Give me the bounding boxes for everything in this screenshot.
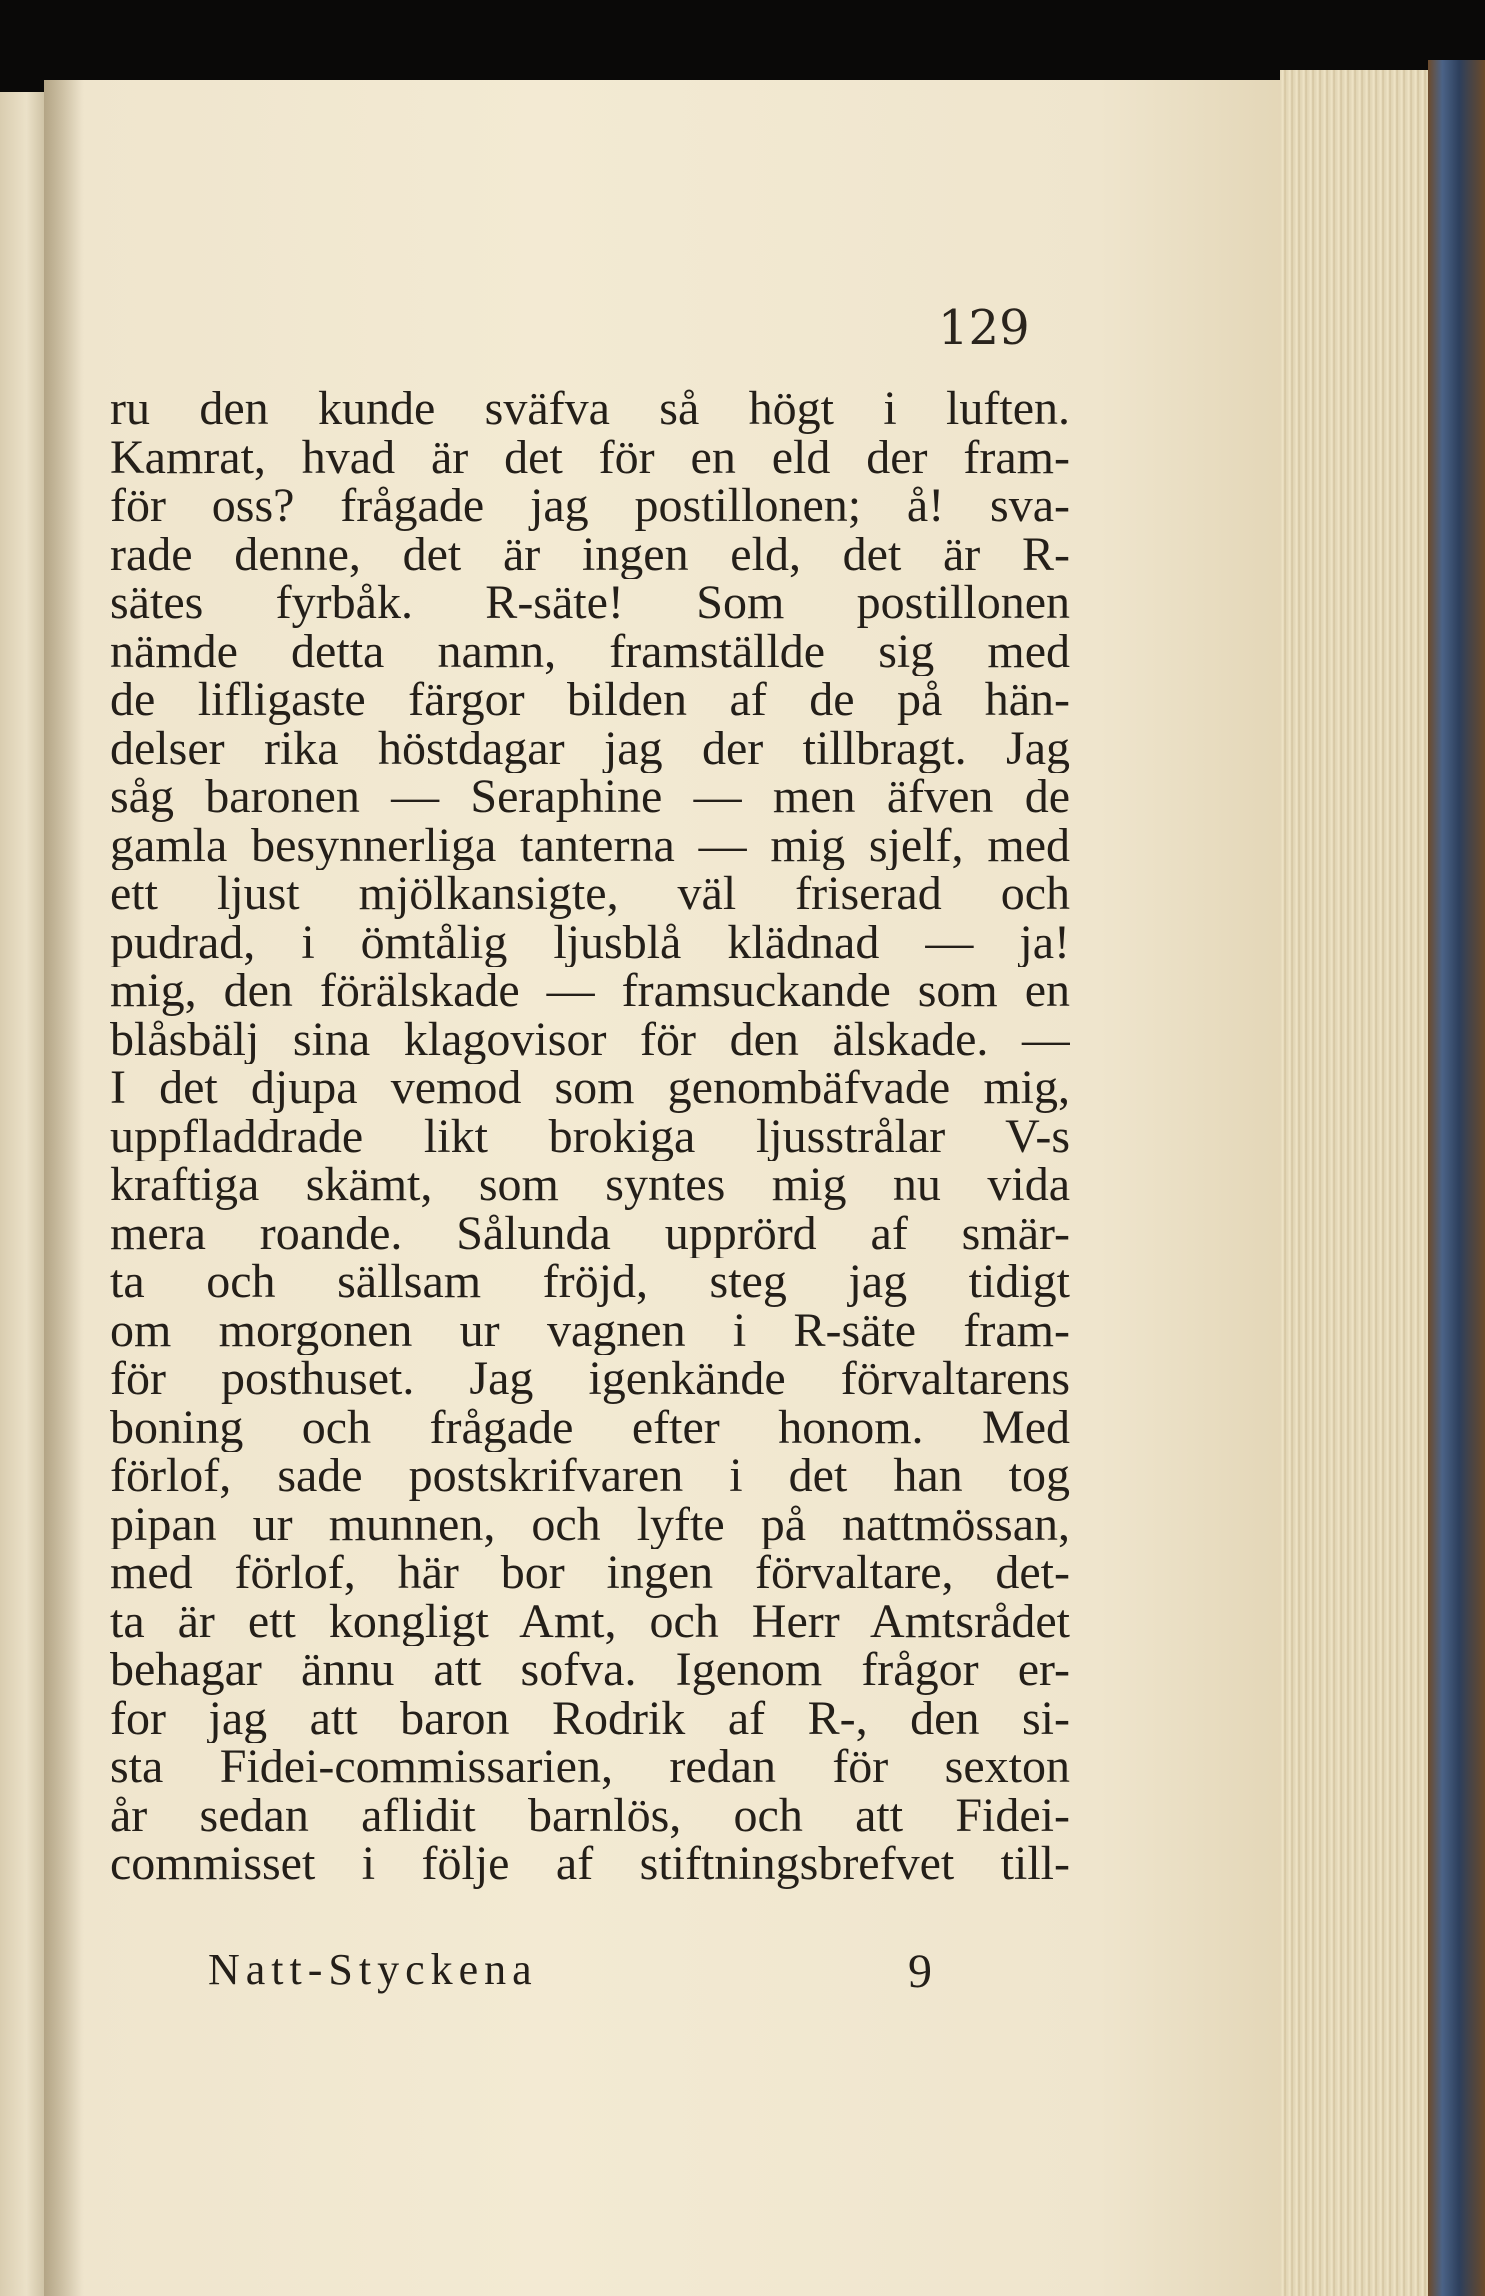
signature-mark: Natt-Styckena	[208, 1945, 538, 1994]
text-line: pipan ur munnen, och lyfte på nattmössan,	[110, 1500, 1070, 1549]
text-line: såg baronen — Seraphine — men äfven de	[110, 773, 1070, 822]
text-line: mig, den förälskade — framsuckande som en	[110, 967, 1070, 1016]
page-number: 129	[938, 300, 1030, 356]
text-line: för oss? frågade jag postillonen; å! sva-	[110, 482, 1070, 531]
text-line: nämde detta namn, framställde sig med	[110, 627, 1070, 676]
body-text	[110, 385, 1070, 1889]
text-line: rade denne, det är ingen eld, det är R-	[110, 530, 1070, 579]
gutter-shadow	[44, 80, 84, 2296]
text-line: år sedan aflidit barnlös, och att Fidei-	[110, 1791, 1070, 1840]
text-line: med förlof, här bor ingen förvaltare, det-	[110, 1549, 1070, 1598]
book-cover-edge	[1428, 60, 1485, 2296]
text-line: sta Fidei-commissarien, redan för sexton	[110, 1743, 1070, 1792]
text-line: mera roande. Sålunda upprörd af smär-	[110, 1209, 1070, 1258]
text-line: sätes fyrbåk. R-säte! Som postillonen	[110, 579, 1070, 628]
previous-page-edge	[0, 92, 44, 2296]
text-line: gamla besynnerliga tanterna — mig sjelf, med	[110, 821, 1070, 870]
text-line: för posthuset. Jag igenkände förvaltarens	[110, 1355, 1070, 1404]
text-line: de lifligaste färgor bilden af de på hän-	[110, 676, 1070, 725]
text-line: uppfladdrade likt brokiga ljusstrålar V-s	[110, 1112, 1070, 1161]
text-line: delser rika höstdagar jag der tillbragt. Jag	[110, 724, 1070, 773]
text-line: commisset i följe af stiftningsbrefvet till-	[110, 1840, 1070, 1889]
text-line: boning och frågade efter honom. Med	[110, 1403, 1070, 1452]
text-line: I det djupa vemod som genombäfvade mig,	[110, 1064, 1070, 1113]
text-line: kraftiga skämt, som syntes mig nu vida	[110, 1161, 1070, 1210]
page-edge-stack	[1280, 70, 1430, 2296]
text-line: ett ljust mjölkansigte, väl friserad och	[110, 870, 1070, 919]
text-line: om morgonen ur vagnen i R-säte fram-	[110, 1306, 1070, 1355]
text-line: ta och sällsam fröjd, steg jag tidigt	[110, 1258, 1070, 1307]
text-line: blåsbälj sina klagovisor för den älskade. —	[110, 1015, 1070, 1064]
text-line: ta är ett kongligt Amt, och Herr Amtsrådet	[110, 1597, 1070, 1646]
text-line: pudrad, i ömtålig ljusblå klädnad — ja!	[110, 918, 1070, 967]
text-line: Kamrat, hvad är det för en eld der fram-	[110, 433, 1070, 482]
sheet-number: 9	[908, 1945, 932, 1998]
text-line: for jag att baron Rodrik af R-, den si-	[110, 1694, 1070, 1743]
text-line: behagar ännu att sofva. Igenom frågor er-	[110, 1646, 1070, 1695]
text-line: förlof, sade postskrifvaren i det han tog	[110, 1452, 1070, 1501]
text-line: ru den kunde sväfva så högt i luften.	[110, 385, 1070, 434]
